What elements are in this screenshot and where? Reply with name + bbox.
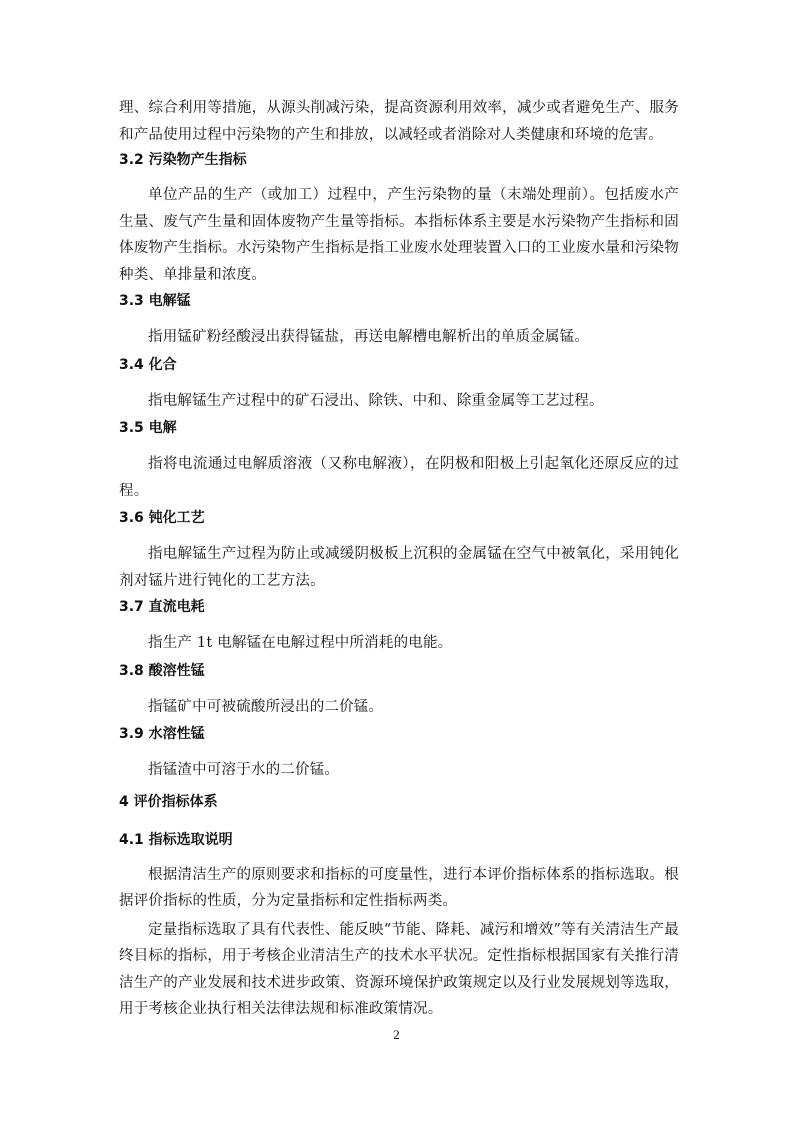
paragraph-3-6: 指电解锰生产过程为防止或减缓阴极板上沉积的金属锰在空气中被氧化，采用钝化剂对锰片进行钝化的工艺方法。 xyxy=(119,546,679,589)
paragraph-3-2: 单位产品的生产（或加工）过程中，产生污染物的量（末端处理前）。包括废水产生量、废气产生量和固体废物产生量等指标。本指标体系主要是水污染物产生指标和固体废物产生指标。水污染物产生指标是指工业废水处理装置入口的工业废水量和污染物种类、单排量和浓度。 xyxy=(119,187,679,283)
paragraph-3-5: 指将电流通过电解质溶液（又称电解液），在阴极和阳极上引起氧化还原反应的过程。 xyxy=(119,456,679,499)
section-heading-3-9: 3.9 水溶性锰 xyxy=(119,726,205,742)
paragraph-3-3: 指用锰矿粉经酸浸出获得锰盐，再送电解槽电解析出的单质金属锰。 xyxy=(148,329,589,345)
paragraph-4-1-b: 定量指标选取了具有代表性、能反映“节能、降耗、减污和增效”等有关清洁生产最终目标的指标，用于考核企业清洁生产的技术水平状况。定性指标根据国家有关推行清洁生产的产业发展和技术进步政策、资源环境保护政策规定以及行业发展规划等选取，用于考核企业执行相关法律法规和标准政策情况。 xyxy=(119,921,679,1017)
section-heading-3-5: 3.5 电解 xyxy=(119,420,177,436)
page-number: 2 xyxy=(393,1027,400,1042)
section-heading-3-7: 3.7 直流电耗 xyxy=(119,599,205,615)
section-heading-4-1: 4.1 指标选取说明 xyxy=(119,831,233,848)
paragraph-continuation: 理、综合利用等措施，从源头削减污染，提高资源利用效率，减少或者避免生产、服务和产品使用过程中污染物的产生和排放，以减轻或者消除对人类健康和环境的危害。 xyxy=(119,100,679,143)
section-heading-3-4: 3.4 化合 xyxy=(119,356,177,373)
paragraph-3-4: 指电解锰生产过程中的矿石浸出、除铁、中和、除重金属等工艺过程。 xyxy=(148,392,604,409)
paragraph-3-9: 指锰渣中可溶于水的二价锰。 xyxy=(148,762,340,778)
section-heading-3-8: 3.8 酸溶性锰 xyxy=(119,662,205,679)
section-heading-3-2: 3.2 污染物产生指标 xyxy=(119,152,247,168)
section-heading-4: 4 评价指标体系 xyxy=(119,793,218,810)
paragraph-3-7: 指生产 1t 电解锰在电解过程中所消耗的电能。 xyxy=(148,635,453,651)
document-body xyxy=(119,95,679,1023)
paragraph-3-8: 指锰矿中可被硫酸所浸出的二价锰。 xyxy=(148,698,384,715)
paragraph-4-1-a: 根据清洁生产的原则要求和指标的可度量性，进行本评价指标体系的指标选取。根据评价指标的性质，分为定量指标和定性指标两类。 xyxy=(119,866,679,909)
section-heading-3-3: 3.3 电解锰 xyxy=(119,293,191,309)
section-heading-3-6: 3.6 钝化工艺 xyxy=(119,510,205,526)
